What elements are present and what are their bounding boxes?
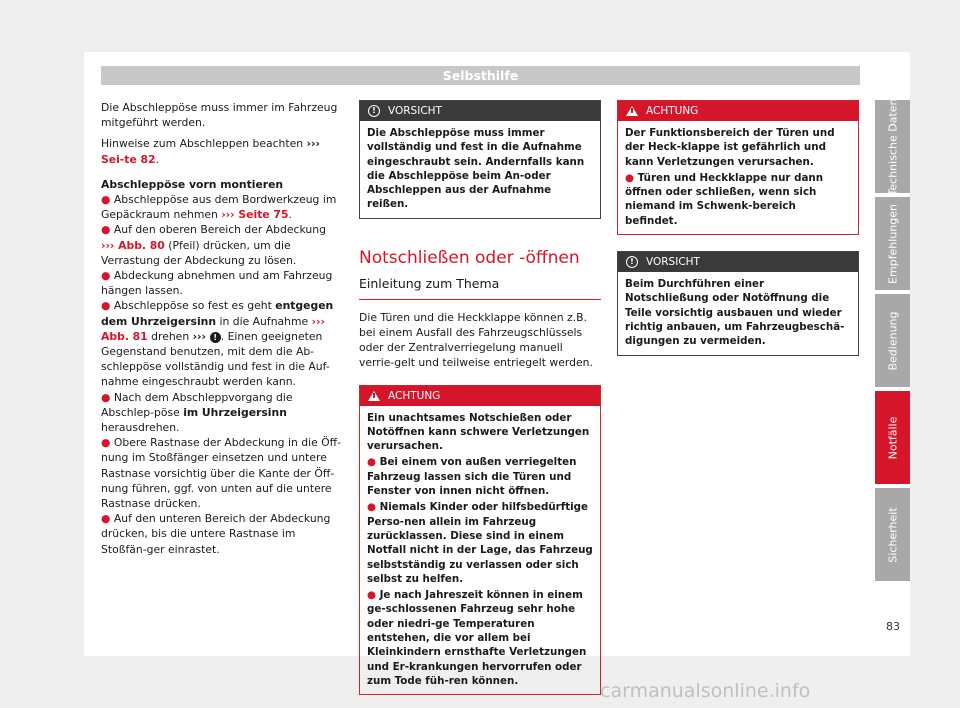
list-item: ● Auf den unteren Bereich der Abdeckung drücken, bis die untere Rastnase im Stoßfän-ger einrastet. bbox=[101, 512, 331, 556]
column-left bbox=[101, 100, 341, 557]
bullet-icon: ● bbox=[625, 171, 634, 184]
tab-technische-daten[interactable]: Technische Daten bbox=[875, 100, 910, 193]
section-subtitle: Einleitung zum Thema bbox=[359, 275, 601, 300]
caution-header: ! VORSICHT bbox=[618, 252, 858, 272]
subheading: Abschleppöse vorn montieren bbox=[101, 177, 284, 191]
watermark: carmanualsonline.info bbox=[600, 680, 811, 702]
bullet-icon: ● bbox=[101, 223, 111, 237]
page-link[interactable]: Sei-te 82 bbox=[101, 152, 156, 166]
caution-text: Beim Durchführen einer Notschließung oder Notöffnung die Teile vorsichtig ausbauen und wieder richtig anbauen, um Fahrzeugbeschä-digungen zu vermeiden. bbox=[625, 278, 845, 348]
page-header: Selbsthilfe bbox=[101, 66, 860, 85]
bullet-icon: ● bbox=[101, 436, 111, 450]
page-link[interactable]: ››› Seite 75 bbox=[221, 208, 289, 222]
warning-circle-icon: ! bbox=[210, 332, 221, 343]
tab-notfaelle[interactable]: Notfälle bbox=[875, 391, 910, 484]
page-number: 83 bbox=[886, 620, 900, 633]
tab-bedienung[interactable]: Bedienung bbox=[875, 294, 910, 387]
paragraph: Die Türen und die Heckklappe können z.B. bei einem Ausfall des Fahrzeugschlüssels oder der Zentralverriegelung manuell verrie-gelt und teilweise entriegelt werden. bbox=[359, 310, 593, 370]
warning-header: ACHTUNG bbox=[360, 386, 600, 406]
tab-empfehlungen[interactable]: Empfehlungen bbox=[875, 197, 910, 290]
list-item: ● Auf den oberen Bereich der Abdeckung ››› Abb. 80 (Pfeil) drücken, um die Verrastung der Abdeckung zu lösen. bbox=[101, 223, 326, 267]
bullet-icon: ● bbox=[101, 299, 111, 313]
warning-text: Der Funktionsbereich der Türen und der Heck-klappe ist gefährlich und kann Verletzungen verursachen. ● Türen und Heckklappe nur dann öffnen oder schließen, wenn sich niemand im Schwenk-bereich befindet. bbox=[625, 127, 835, 227]
section-title: Notschließen oder -öffnen bbox=[359, 247, 580, 268]
list-item: ● Obere Rastnase der Abdeckung in die Öff-nung im Stoßfänger einsetzen und untere Rastnase vorsichtig über die Kante der Öff-nung führen, ggf. von unten auf die untere Rastnase drücken. bbox=[101, 436, 341, 511]
tab-sicherheit[interactable]: Sicherheit bbox=[875, 488, 910, 581]
warning-header: ACHTUNG bbox=[618, 101, 858, 121]
caution-text: Die Abschleppöse muss immer vollständig und fest in die Aufnahme eingeschraubt sein. Andernfalls kann die Abschleppöse beim An-oder Abschleppen aus der Aufnahme reißen. bbox=[367, 127, 585, 211]
warning-box bbox=[359, 385, 601, 696]
list-item: ● Abschleppöse so fest es geht entgegen dem Uhrzeigersinn in die Aufnahme ››› Abb. 81 drehen ››› ! . Einen geeigneten Gegenstand benutzen, mit dem die Ab-schleppöse vollständig und fest in die Auf-nahme eingeschraubt werden kann. bbox=[101, 299, 334, 389]
paragraph: Die Abschleppöse muss immer im Fahrzeug mitgeführt werden. bbox=[101, 101, 338, 130]
caution-box bbox=[359, 100, 601, 219]
bullet-icon: ● bbox=[101, 193, 111, 207]
bullet-icon: ● bbox=[101, 390, 111, 404]
warning-triangle-icon bbox=[368, 391, 380, 401]
chapter-tabs bbox=[875, 100, 910, 585]
bullet-icon: ● bbox=[367, 589, 376, 602]
warning-box bbox=[617, 100, 859, 235]
figure-link[interactable]: ››› Abb. 81 bbox=[101, 314, 325, 343]
warning-triangle-icon bbox=[626, 106, 638, 116]
list-item: ● Abschleppöse aus dem Bordwerkzeug im Gepäckraum nehmen ››› Seite 75. bbox=[101, 193, 337, 222]
paragraph: Hinweise zum Abschleppen beachten ››› Sei-te 82. bbox=[101, 137, 320, 166]
caution-box bbox=[617, 251, 859, 355]
bullet-icon: ● bbox=[101, 512, 111, 526]
list-item: ● Nach dem Abschleppvorgang die Abschlep-pöse im Uhrzeigersinn herausdrehen. bbox=[101, 390, 293, 435]
caution-header: ! VORSICHT bbox=[360, 101, 600, 121]
figure-link[interactable]: ››› Abb. 80 bbox=[101, 238, 165, 252]
bullet-icon: ● bbox=[367, 501, 376, 514]
column-right bbox=[617, 100, 859, 366]
info-circle-icon: ! bbox=[626, 256, 638, 268]
info-circle-icon: ! bbox=[368, 105, 380, 117]
bullet-icon: ● bbox=[367, 456, 376, 469]
list-item: ● Abdeckung abnehmen und am Fahrzeug hängen lassen. bbox=[101, 269, 333, 298]
bullet-icon: ● bbox=[101, 269, 111, 283]
column-middle bbox=[359, 100, 601, 705]
warning-text: Ein unachtsames Notschießen oder Notöffnen kann schwere Verletzungen verursachen. ● Bei einem von außen verriegelten Fahrzeug lassen sich die Türen und Fenster von innen nicht öffnen. ● Niemals Kinder oder hilfsbedürftige Perso-nen allein im Fahrzeug zurücklassen. Diese sind in einem Notfall nicht in der Lage, das Fahrzeug selbstständig zu verlassen oder sich selbst zu helfen. ● Je nach Jahreszeit können in einem ge-schlossenen Fahrzeug sehr hohe oder niedri-ge Temperaturen entstehen, die vor allem bei Kleinkindern ernsthafte Verletzungen und Er-krankungen hervorrufen oder zum Tode füh-ren können. bbox=[367, 411, 593, 687]
